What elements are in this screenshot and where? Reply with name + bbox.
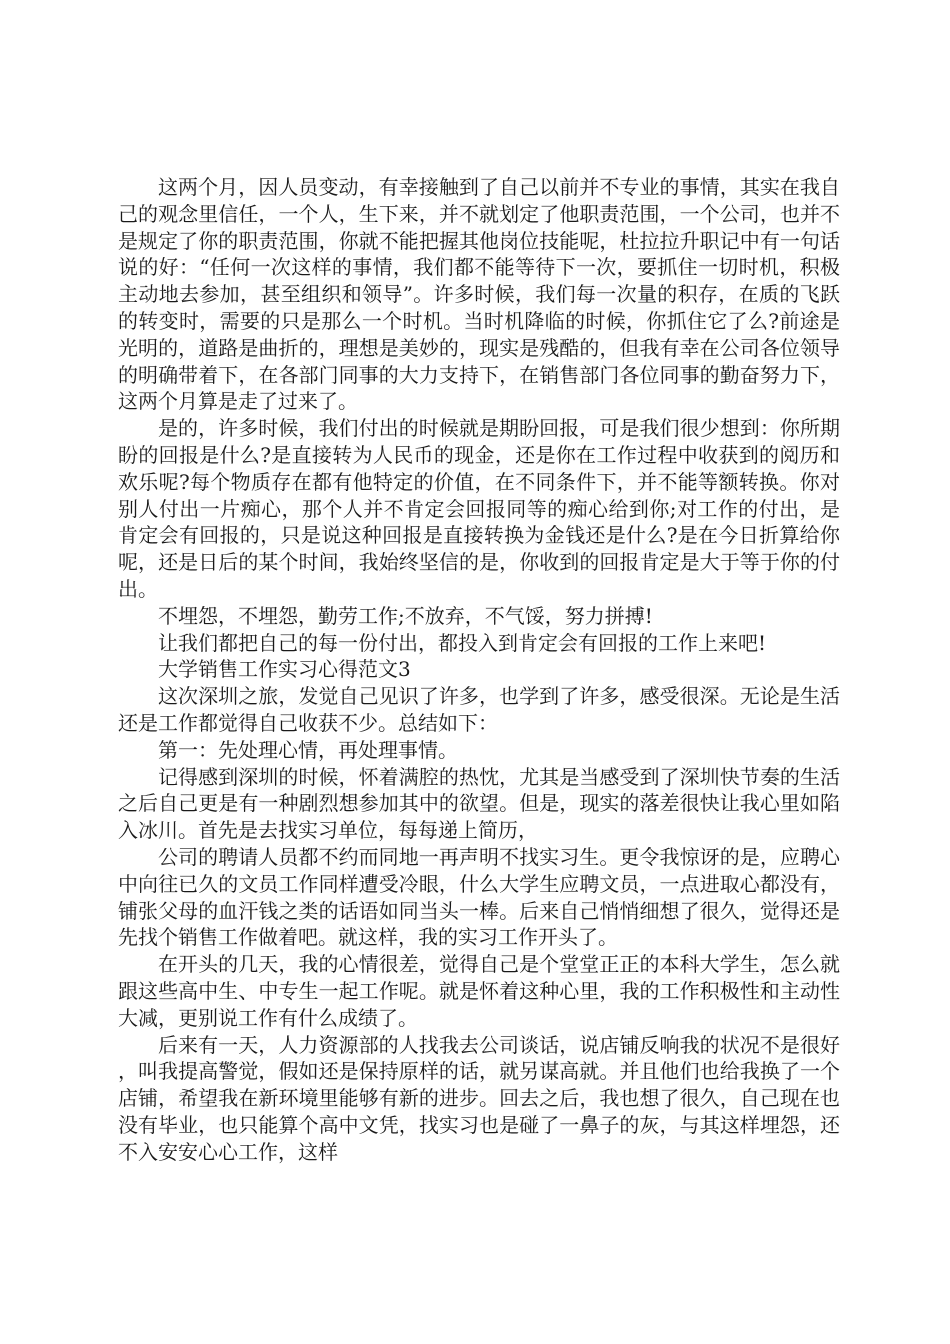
paragraph: 不埋怨，不埋怨，勤劳工作;不放弃，不气馁，努力拼搏!: [158, 603, 653, 628]
paragraph: 在开头的几天，我的心情很差，觉得自己是个堂堂正正的本科大学生，怎么就跟这些高中生、中专生一起工作呢。就是怀着这种心里，我的工作积极性和主动性大减，更别说工作有什么成绩了。: [118, 952, 840, 1030]
subheading: 第一：先处理心情，再处理事情。: [158, 737, 458, 762]
paragraph: 让我们都把自己的每一份付出，都投入到肯定会有回报的工作上来吧!: [158, 630, 767, 655]
document-page: [118, 174, 840, 1165]
paragraph: 记得感到深圳的时候，怀着满腔的热忱，尤其是当感受到了深圳快节奏的生活之后自己更是有一种剧烈想参加其中的欲望。但是，现实的落差很快让我心里如陷入冰川。首先是去找实习单位，每每递上简历，: [118, 764, 840, 843]
paragraph: 这次深圳之旅，发觉自己见识了许多，也学到了许多，感受很深。无论是生活还是工作都觉得自己收获不少。总结如下：: [118, 684, 840, 735]
paragraph: 公司的聘请人员都不约而同地一再声明不找实习生。更令我惊讶的是，应聘心中向往已久的文员工作同样遭受冷眼，什么大学生应聘文员，一点进取心都没有，铺张父母的血汗钱之类的话语如同当头一棒。后来自己悄悄细想了很久，觉得还是先找个销售工作做着吧。就这样，我的实习工作开头了。: [118, 844, 840, 950]
paragraph: 是的，许多时候，我们付出的时候就是期盼回报，可是我们很少想到：你所期盼的回报是什么?是直接转为人民币的现金，还是你在工作过程中收获到的阅历和欢乐呢?每个物质存在都有他特定的价值，在不同条件下，并不能等额转换。你对别人付出一片痴心，那个人并不肯定会回报同等的痴心给到你;对工作的付出，是肯定会有回报的，只是说这种回报是直接转换为金钱还是什么?是在今日折算给你呢，还是日后的某个时间，我始终坚信的是，你收到的回报肯定是大于等于你的付出。: [118, 416, 840, 601]
section-heading: 大学销售工作实习心得范文3: [158, 657, 411, 682]
paragraph: 后来有一天，人力资源部的人找我去公司谈话，说店铺反响我的状况不是很好，叫我提高警觉，假如还是保持原样的话，就另谋高就。并且他们也给我换了一个店铺，希望我在新环境里能够有新的进步。回去之后，我也想了很久，自己现在也没有毕业，也只能算个高中文凭，找实习也是碰了一鼻子的灰，与其这样埋怨，还不入安安心心工作，这样: [118, 1032, 840, 1164]
paragraph: 这两个月，因人员变动，有幸接触到了自己以前并不专业的事情，其实在我自己的观念里信任，一个人，生下来，并不就划定了他职责范围，一个公司，也并不是规定了你的职责范围，你就不能把握其他岗位技能呢，杜拉拉升职记中有一句话说的好：“任何一次这样的事情，我们都不能等待下一次，要抓住一切时机，积极主动地去参加，甚至组织和领导”。许多时候，我们每一次量的积存，在质的飞跃的转变时，需要的只是那么一个时机。当时机降临的时候，你抓住它了么?前途是光明的，道路是曲折的，理想是美妙的，现实是残酷的，但我有幸在公司各位领导的明确带着下，在各部门同事的大力支持下，在销售部门各位同事的勤奋努力下，这两个月算是走了过来了。: [118, 175, 840, 414]
